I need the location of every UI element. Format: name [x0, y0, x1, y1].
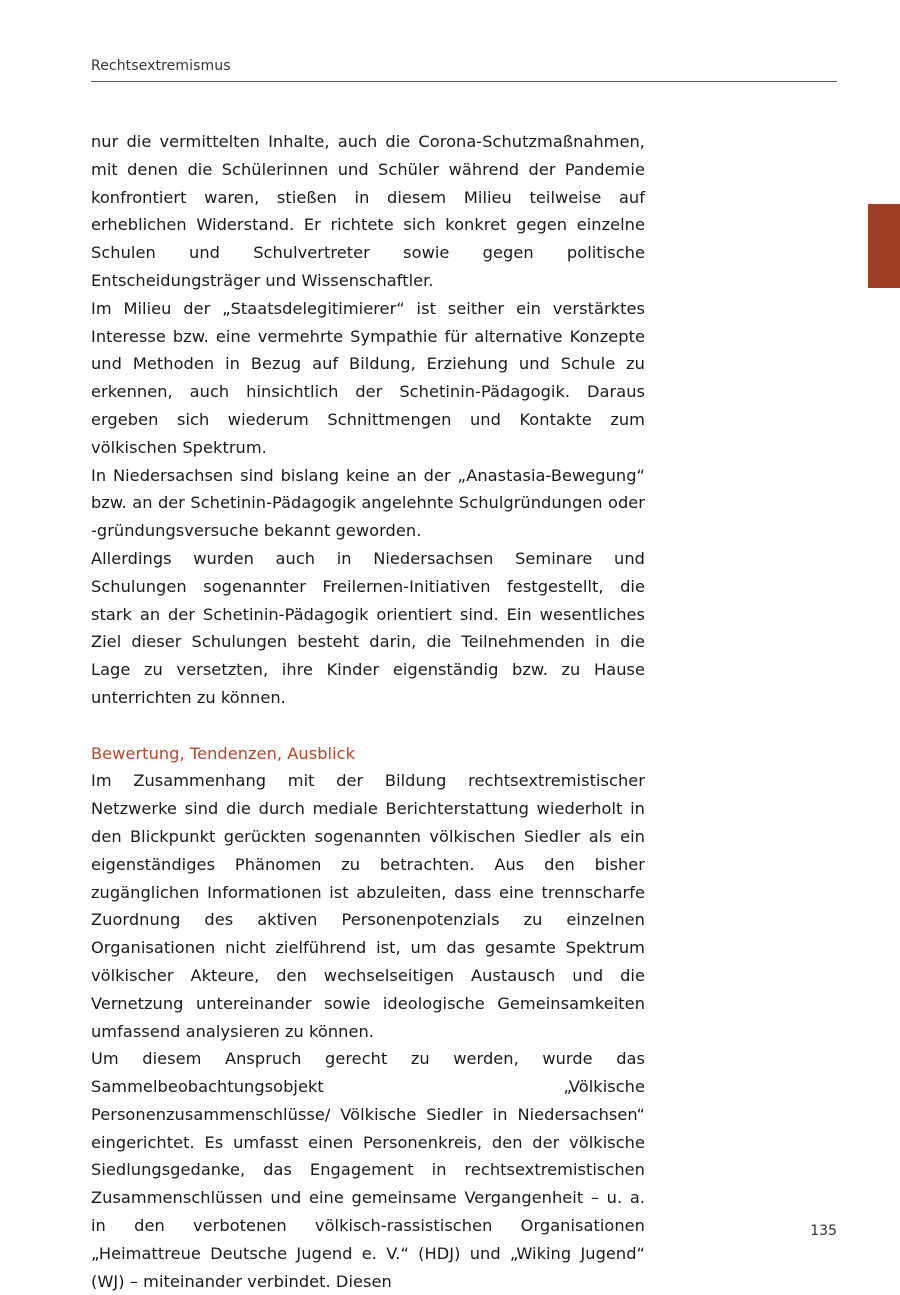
section-heading: Bewertung, Tendenzen, Ausblick	[91, 743, 356, 763]
paragraph: In Niedersachsen sind bislang keine an der „Anastasia-Bewegung“ bzw. an der Schetinin-Pädagogik angelehnte Schulgründungen oder -gründungsversuche bekannt geworden.	[91, 465, 645, 541]
running-header: Rechtsextremismus	[91, 58, 231, 74]
paragraph: nur die vermittelten Inhalte, auch die Corona-Schutzmaßnahmen, mit denen die Schülerinnen und Schüler während der Pandemie konfrontiert waren, stießen in diesem Milieu teilweise auf erheblichen Widerstand. Er richtete sich konkret gegen einzelne Schulen und Schulvertreter sowie gegen politische Entscheidungsträger und Wissenschaftler.	[91, 132, 645, 290]
header-rule	[91, 81, 837, 82]
paragraph: Allerdings wurden auch in Niedersachsen Seminare und Schulungen sogenannter Freilernen-Initiativen festgestellt, die stark an der Schetinin-Pädagogik orientiert sind. Ein wesentliches Ziel dieser Schulungen besteht darin, die Teilnehmenden in die Lage zu versetzten, ihre Kinder eigenständig bzw. zu Hause unterrichten zu können.	[91, 548, 645, 707]
chapter-tab-marker	[868, 204, 900, 288]
body-text	[91, 128, 645, 1295]
paragraph: Im Milieu der „Staatsdelegitimierer“ ist seither ein verstärktes Interesse bzw. eine vermehrte Sympathie für alternative Konzepte und Methoden in Bezug auf Bildung, Erziehung und Schule zu erkennen, auch hinsichtlich der Schetinin-Pädagogik. Daraus ergeben sich wiederum Schnittmengen und Kontakte zum völkischen Spektrum.	[91, 298, 645, 457]
paragraph: Um diesem Anspruch gerecht zu werden, wurde das Sammelbeobachtungsobjekt „Völkische Personenzusammenschlüsse/ Völkische Siedler in Niedersachsen“ eingerichtet. Es umfasst einen Personenkreis, den der völkische Siedlungsgedanke, das Engagement in rechtsextremistischen Zusammenschlüssen und eine gemeinsame Vergangenheit – u. a. in den verbotenen völkisch-rassistischen Organisationen „Heimattreue Deutsche Jugend e. V.“ (HDJ) und „Wiking Jugend“ (WJ) – miteinander verbindet. Diesen	[91, 1049, 645, 1291]
paragraph: Im Zusammenhang mit der Bildung rechtsextremistischer Netzwerke sind die durch mediale Berichterstattung wiederholt in den Blickpunkt gerückten sogenannten völkischen Siedler als ein eigenständiges Phänomen zu betrachten. Aus den bisher zugänglichen Informationen ist abzuleiten, dass eine trennscharfe Zuordnung des aktiven Personenpotenzials zu einzelnen Organisationen nicht zielführend ist, um das gesamte Spektrum völkischer Akteure, den wechselseitigen Austausch und die Vernetzung untereinander sowie ideologische Gemeinsamkeiten umfassend analysieren zu können.	[91, 771, 645, 1041]
page-number: 135	[810, 1223, 837, 1239]
